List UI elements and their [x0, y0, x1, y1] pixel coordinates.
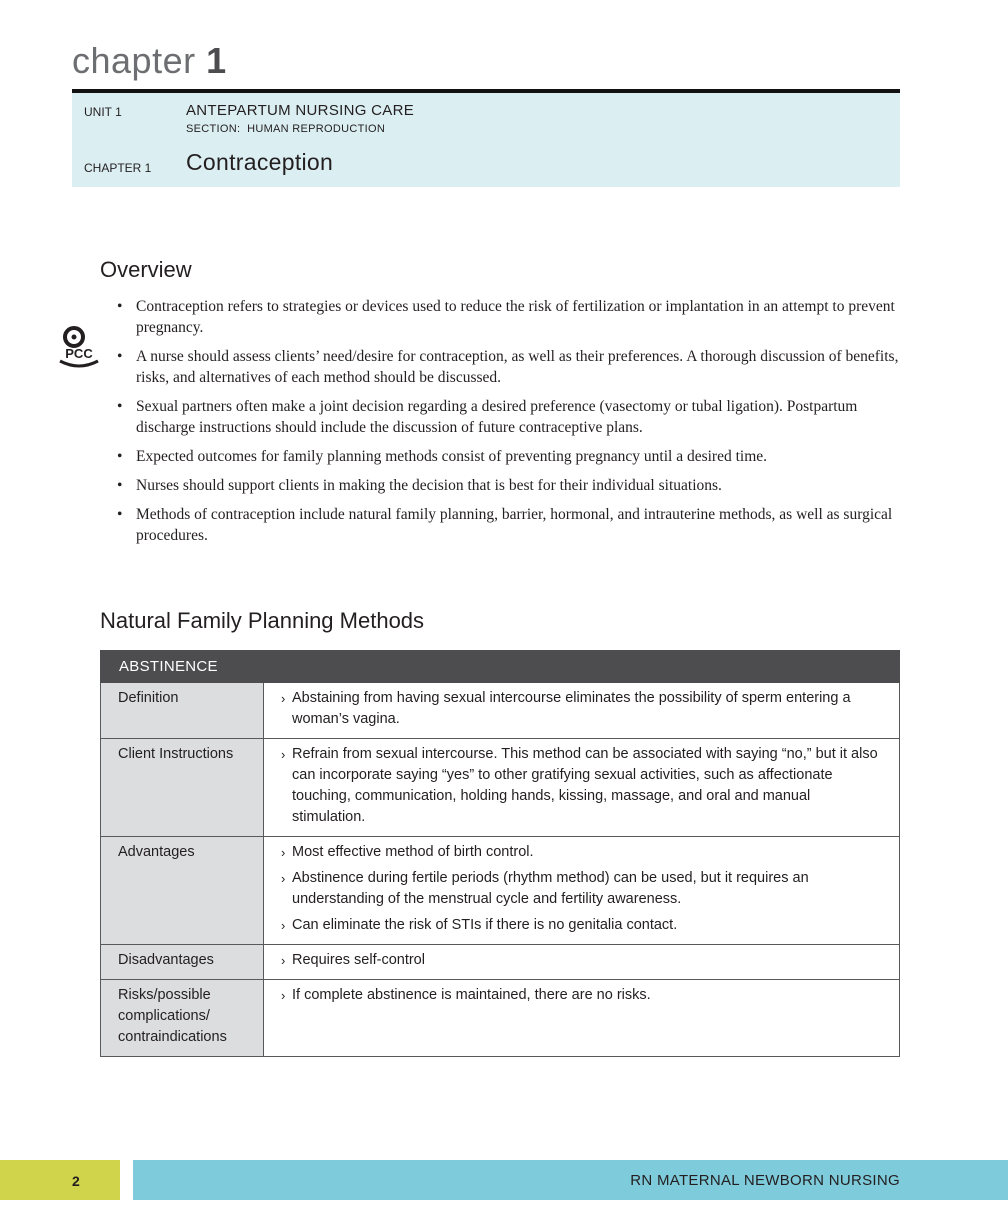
row-label: Definition	[101, 683, 264, 739]
chapter-word: chapter	[72, 40, 196, 81]
overview-bullet-list	[136, 296, 904, 554]
pcc-icon-text: PCC	[65, 346, 93, 361]
row-item: › Can eliminate the risk of STIs if there is no genitalia contact.	[292, 915, 883, 936]
pcc-icon	[56, 323, 102, 371]
row-label: Advantages	[101, 837, 264, 945]
table-header: ABSTINENCE	[101, 651, 900, 683]
row-label: Client Instructions	[101, 739, 264, 837]
section-line	[186, 123, 385, 135]
nfp-heading: Natural Family Planning Methods	[100, 608, 425, 633]
chapter-title: Contraception	[186, 149, 334, 175]
row-content	[264, 837, 900, 945]
section-prefix: SECTION:	[186, 123, 241, 135]
row-item: › Requires self-control	[292, 950, 883, 971]
list-item: • Nurses should support clients in making the decision that is best for their individual situations.	[136, 475, 904, 496]
row-content	[264, 945, 900, 980]
unit-label: UNIT 1	[84, 105, 122, 119]
chapter-label: CHAPTER 1	[84, 161, 152, 175]
row-item: › Most effective method of birth control.	[292, 842, 883, 863]
overview-heading: Overview	[100, 257, 192, 282]
chapter-heading	[72, 40, 227, 82]
table-row	[101, 837, 900, 945]
page-number: 2	[72, 1173, 80, 1189]
list-item: • Sexual partners often make a joint decision regarding a desired preference (vasectomy or tubal ligation). Postpartum discharge instructions should include the discussion of future contraceptive plans.	[136, 396, 904, 438]
row-item: › Abstaining from having sexual intercourse eliminates the possibility of sperm entering a woman’s vagina.	[292, 688, 883, 730]
row-label: Risks/possible complications/ contraindications	[101, 980, 264, 1057]
table-row	[101, 980, 900, 1057]
table-row	[101, 945, 900, 980]
row-item: › If complete abstinence is maintained, there are no risks.	[292, 985, 883, 1006]
row-content	[264, 980, 900, 1057]
section-name: HUMAN REPRODUCTION	[247, 123, 386, 135]
row-item: › Refrain from sexual intercourse. This method can be associated with saying “no,” but it also can incorporate saying “yes” to other gratifying sexual activities, such as affectionate touching, communication, holding hands, kissing, massage, and oral and manual stimulation.	[292, 744, 883, 828]
row-item: › Abstinence during fertile periods (rhythm method) can be used, but it requires an understanding of the menstrual cycle and fertility awareness.	[292, 868, 883, 910]
chapter-number: 1	[206, 40, 227, 81]
list-item: • A nurse should assess clients’ need/desire for contraception, as well as their preferences. A thorough discussion of benefits, risks, and alternatives of each method should be discussed.	[136, 346, 904, 388]
footer-title-block	[133, 1160, 1008, 1200]
row-content	[264, 683, 900, 739]
abstinence-table	[100, 650, 900, 1057]
table-row	[101, 683, 900, 739]
unit-title: ANTEPARTUM NURSING CARE	[186, 102, 415, 119]
list-item: • Methods of contraception include natural family planning, barrier, hormonal, and intrauterine methods, as well as surgical procedures.	[136, 504, 904, 546]
chapter-header-band	[72, 89, 900, 187]
row-label: Disadvantages	[101, 945, 264, 980]
list-item: • Expected outcomes for family planning methods consist of preventing pregnancy until a desired time.	[136, 446, 904, 467]
book-title: RN MATERNAL NEWBORN NURSING	[630, 1172, 900, 1189]
row-content	[264, 739, 900, 837]
footer-page-number-block	[0, 1160, 120, 1200]
table-header-row	[101, 651, 900, 683]
table-row	[101, 739, 900, 837]
list-item: • Contraception refers to strategies or devices used to reduce the risk of fertilization or implantation in an attempt to prevent pregnancy.	[136, 296, 904, 338]
